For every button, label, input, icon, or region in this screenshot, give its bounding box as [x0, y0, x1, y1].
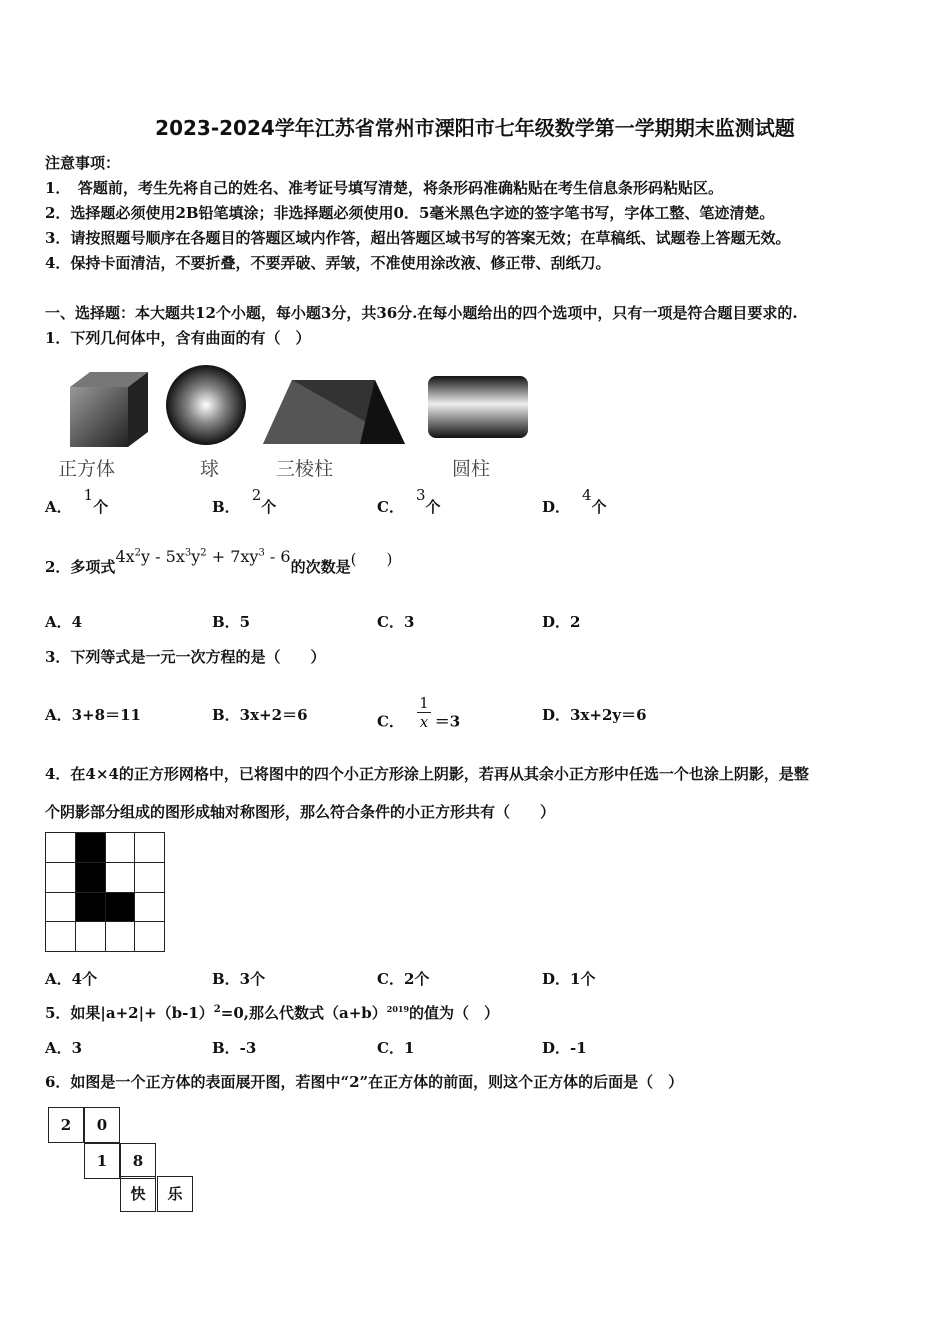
- q1-option-d: D．4个: [542, 486, 607, 516]
- q2-option-b: B．5: [212, 613, 251, 631]
- q1-stem: 1．下列几何体中，含有曲面的有（ ）: [45, 329, 311, 347]
- q4-option-a: A．4个: [45, 970, 98, 988]
- triangular-prism-icon: [263, 380, 405, 444]
- q5-option-c: C．1: [377, 1039, 415, 1057]
- q4-option-c: C．2个: [377, 970, 430, 988]
- caption-cylinder: 圆柱: [452, 458, 491, 480]
- caption-prism: 三棱柱: [276, 458, 334, 480]
- notice-heading: 注意事项：: [45, 154, 121, 172]
- section-heading: 一、选择题：本大题共12个小题，每小题3分，共36分.在每小题给出的四个选项中，只有一项是符合题目要求的.: [45, 304, 798, 322]
- q5-stem: 5．如果$|a+2|+(b-1)^2=0$,那么代数式$(a+b)^{2019}$的值为（ ）: [45, 1004, 500, 1022]
- q1-option-a: A．1个: [45, 486, 109, 516]
- q6-stem: 6．如图是一个正方体的表面展开图，若图中“2”在正方体的前面，则这个正方体的后面是（ ）: [45, 1073, 684, 1091]
- notice-item: 3．请按照题号顺序在各题目的答题区域内作答，超出答题区域书写的答案无效；在草稿纸、试题卷上答题无效。: [45, 229, 791, 247]
- q2-stem: 2．多项式$4x^2y - 5x^3y^2 + 7xy^3 - 6$的次数是( ): [45, 547, 393, 576]
- q4-option-b: B．3个: [212, 970, 266, 988]
- q3-stem: 3．下列等式是一元一次方程的是（ ）: [45, 648, 326, 666]
- sphere-icon: [166, 365, 246, 445]
- q4-stem-line1: 4．在4×4的正方形网格中，已将图中的四个小正方形涂上阴影，若再从其余小正方形中任选一个也涂上阴影，是整: [45, 765, 809, 783]
- q2-option-d: D．2: [542, 613, 581, 631]
- q2-option-c: C．3: [377, 613, 415, 631]
- q1-option-c: C．3个: [377, 486, 441, 516]
- net-cell: 8: [120, 1143, 156, 1179]
- caption-sphere: 球: [200, 458, 220, 480]
- q5-option-d: D．-1: [542, 1039, 587, 1057]
- q3-option-d: D．3x+2y＝6: [542, 706, 647, 724]
- q3-option-c: C． $\frac{1}{x}$ ＝3: [377, 694, 461, 731]
- net-cell: 乐: [157, 1176, 193, 1212]
- net-cell: 1: [84, 1143, 120, 1179]
- net-cell: 2: [48, 1107, 84, 1143]
- q4-grid-figure: [45, 832, 165, 952]
- net-cell: 0: [84, 1107, 120, 1143]
- notice-item: 2．选择题必须使用2B铅笔填涂；非选择题必须使用0．5毫米黑色字迹的签字笔书写，字体工整、笔迹清楚。: [45, 204, 775, 222]
- q4-option-d: D．1个: [542, 970, 596, 988]
- q1-option-b: B．2个: [212, 486, 277, 516]
- cube-icon: [70, 372, 148, 447]
- q5-option-a: A．3: [45, 1039, 83, 1057]
- net-cell: 快: [120, 1176, 156, 1212]
- notice-item: 4．保持卡面清洁，不要折叠，不要弄破、弄皱，不准使用涂改液、修正带、刮纸刀。: [45, 254, 611, 272]
- q4-stem-line2: 个阴影部分组成的图形成轴对称图形，那么符合条件的小正方形共有（ ）: [45, 803, 556, 821]
- q3-option-b: B．3x+2＝6: [212, 706, 308, 724]
- q1-solids-figure: [60, 362, 540, 452]
- caption-cube: 正方体: [58, 458, 116, 480]
- q2-polynomial: $4x^2y - 5x^3y^2 + 7xy^3 - 6$: [115, 547, 291, 566]
- cylinder-icon: [428, 376, 528, 438]
- q5-option-b: B．-3: [212, 1039, 257, 1057]
- q2-option-a: A．4: [45, 613, 83, 631]
- notice-item: 1． 答题前，考生先将自己的姓名、准考证号填写清楚，将条形码准确粘贴在考生信息条形码粘贴区。: [45, 179, 723, 197]
- q3-option-a: A．3+8＝11: [45, 706, 141, 724]
- page-title: 2023-2024学年江苏省常州市溧阳市七年级数学第一学期期末监测试题: [155, 116, 795, 140]
